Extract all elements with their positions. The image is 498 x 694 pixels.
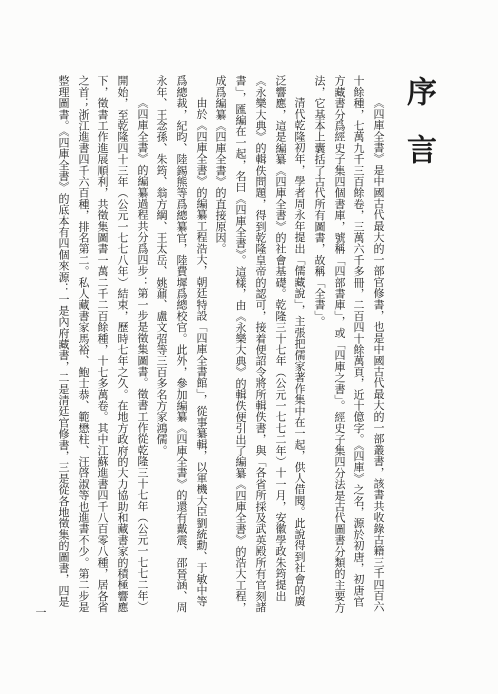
text-column: 十餘種，七萬九千三百餘卷，三萬六千多冊，二百四十餘萬頁，近十億字。《四庫》之名，源於初唐，初唐官	[352, 75, 365, 608]
text-column: 清代乾隆初年，學者周永年提出「儒藏說」，主張把儒家著作集中在一起，供人借閱。此說得到社會的廣	[293, 97, 306, 607]
text-column: 法，它基本上囊括了古代所有圖書，故稱「全書」。	[313, 75, 326, 328]
text-column: 爲總裁，紀昀、陸錫熊等爲總纂官，陸費墀爲總校官。此外，參加編纂《四庫全書》的還有戴震、邵晉涵、周	[175, 75, 188, 613]
text-column: 開始，至乾隆四十三年（公元一七七八年）結束，歷時七年之久。在地方政府的大力協助和藏書家的積極響應	[116, 75, 129, 613]
text-column: 《永樂大典》的輯佚問題，得到乾隆皇帝的認可，接着便詔令將所輯佚書，與「各省所採及武英殿所有官刻諸	[254, 75, 267, 613]
text-column: 之首；浙江進書四千六百種，排名第二。私人藏書家馬裕、鮑士恭、範懋柱、汪啓淑等也進書不少。第二步是	[77, 75, 90, 613]
text-column: 由於《四庫全書》的編纂工程浩大，朝廷特設「四庫全書館」，從事纂輯，以軍機大臣劉統勳、于敏中等	[195, 97, 208, 607]
text-column: 《四庫全書》是中國古代最大的一部官修書，也是中國古代最大的一部叢書，該書共收錄古籍三千四百六	[372, 97, 385, 613]
text-column: 泛響應，這是編纂《四庫全書》的社會基礎。乾隆三十七年（公元一七七二年）十一月，安徽學政朱筠提出	[274, 75, 287, 602]
text-column: 書」，匯編在一起，名曰《四庫全書》。這樣，由《永樂大典》的輯佚便引出了編纂《四庫全書》的浩大工程，	[234, 75, 247, 613]
text-column: 《四庫全書》的編纂過程共分爲四步：第一步是徵集圖書。徵書工作從乾隆三十七年（公元一七七二年）	[136, 97, 149, 613]
text-column: 方藏書分爲經史子集四個書庫，號稱「四部書庫」，或「四庫之書」。經史子集四分法是古代圖書分類的主要方	[333, 75, 346, 613]
text-column: 永年、王念孫、朱筠、翁方綱、王太岳、姚鼐、盧文弨等三百多名方家鴻儒。	[155, 75, 168, 456]
text-column: 整理圖書。《四庫全書》的底本有四個來源：一是內府藏書，二是清廷官修書，三是從各地徵集的圖書，四是	[57, 75, 70, 608]
page-number: 一	[35, 606, 47, 619]
text-column: 下，徵書工作進展順利，共徵集圖書一萬二千二百餘種，十七多萬卷。其中江蘇進書四千八百零八種，居各省	[96, 75, 109, 613]
section-title: 序言	[401, 76, 436, 192]
text-column: 成爲編纂《四庫全書》的直接原因。	[214, 75, 227, 255]
